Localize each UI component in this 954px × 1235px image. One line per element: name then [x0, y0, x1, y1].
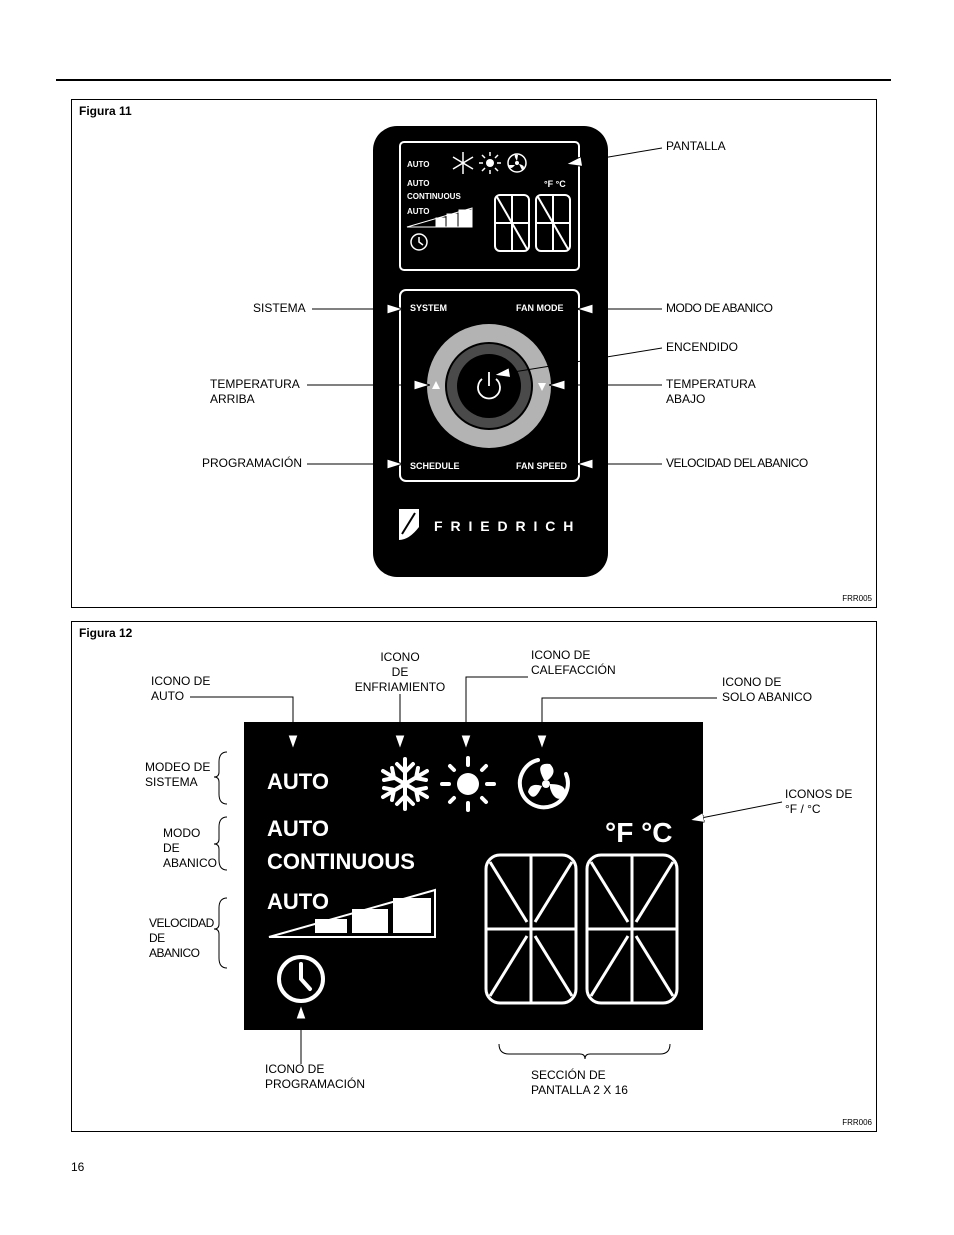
brand-name: F R I E D R I C H: [434, 518, 576, 534]
header-rule: [56, 79, 891, 81]
label-icono-auto: ICONO DE AUTO: [151, 674, 211, 703]
label-velocidad-abanico: VELOCIDAD DE ABANICO: [149, 916, 214, 960]
remote-display-continuous: CONTINUOUS: [407, 192, 461, 201]
label-icono-solo-abanico: ICONO DE SOLO ABANICO: [722, 675, 813, 704]
page-number: 16: [71, 1160, 85, 1174]
remote-display-auto-3: AUTO: [407, 207, 430, 216]
label-encendido: ENCENDIDO: [666, 340, 739, 354]
remote-display-auto-1: AUTO: [407, 160, 430, 169]
label-programacion: PROGRAMACIÓN: [202, 456, 303, 470]
lcd-auto-speed: AUTO: [267, 889, 329, 914]
label-modo-abanico: MODO DE ABANICO: [163, 826, 218, 870]
remote-illustration: [72, 100, 878, 609]
label-modo-sistema: MODEO DE SISTEMA: [145, 760, 211, 789]
figure-12-code: FRR006: [842, 1118, 872, 1127]
remote-display-units: °F °C: [544, 179, 566, 189]
label-icono-programacion: ICONO DE PROGRAMACIÓN: [265, 1062, 366, 1091]
schedule-button[interactable]: SCHEDULE: [410, 461, 460, 471]
label-iconos-fc: ICONOS DE °F / °C: [785, 787, 853, 816]
remote-display-auto-2: AUTO: [407, 179, 430, 188]
lcd-units: °F °C: [605, 817, 673, 848]
label-temp-arriba: TEMPERATURA ARRIBA: [210, 377, 300, 406]
fan-mode-button[interactable]: FAN MODE: [516, 303, 564, 313]
figure-11: [71, 99, 877, 608]
lcd-auto-fan: AUTO: [267, 816, 329, 841]
label-seccion-pantalla: SECCIÓN DE PANTALLA 2 X 16: [531, 1068, 628, 1097]
figure-12: [71, 621, 877, 1132]
remote-sun-icon: [479, 152, 501, 174]
lcd-auto-system: AUTO: [267, 769, 329, 794]
sun-icon: [442, 758, 494, 810]
lcd-continuous: CONTINUOUS: [267, 849, 415, 874]
system-button[interactable]: SYSTEM: [410, 303, 448, 313]
label-icono-calefaccion: ICONO DE CALEFACCIÓN: [531, 648, 616, 677]
fan-speed-button[interactable]: FAN SPEED: [516, 461, 568, 471]
label-pantalla: PANTALLA: [666, 139, 726, 153]
label-modo-abanico: MODO DE ABANICO: [666, 301, 773, 315]
figure-12-title: Figura 12: [79, 626, 133, 640]
label-temp-abajo: TEMPERATURA ABAJO: [666, 377, 756, 406]
label-icono-enfriamiento: ICONO DE ENFRIAMIENTO: [354, 650, 446, 694]
figure-11-code: FRR005: [842, 594, 872, 603]
label-velocidad: VELOCIDAD DEL ABANICO: [666, 456, 808, 470]
label-sistema: SISTEMA: [253, 301, 306, 315]
figure-11-title: Figura 11: [79, 104, 132, 118]
